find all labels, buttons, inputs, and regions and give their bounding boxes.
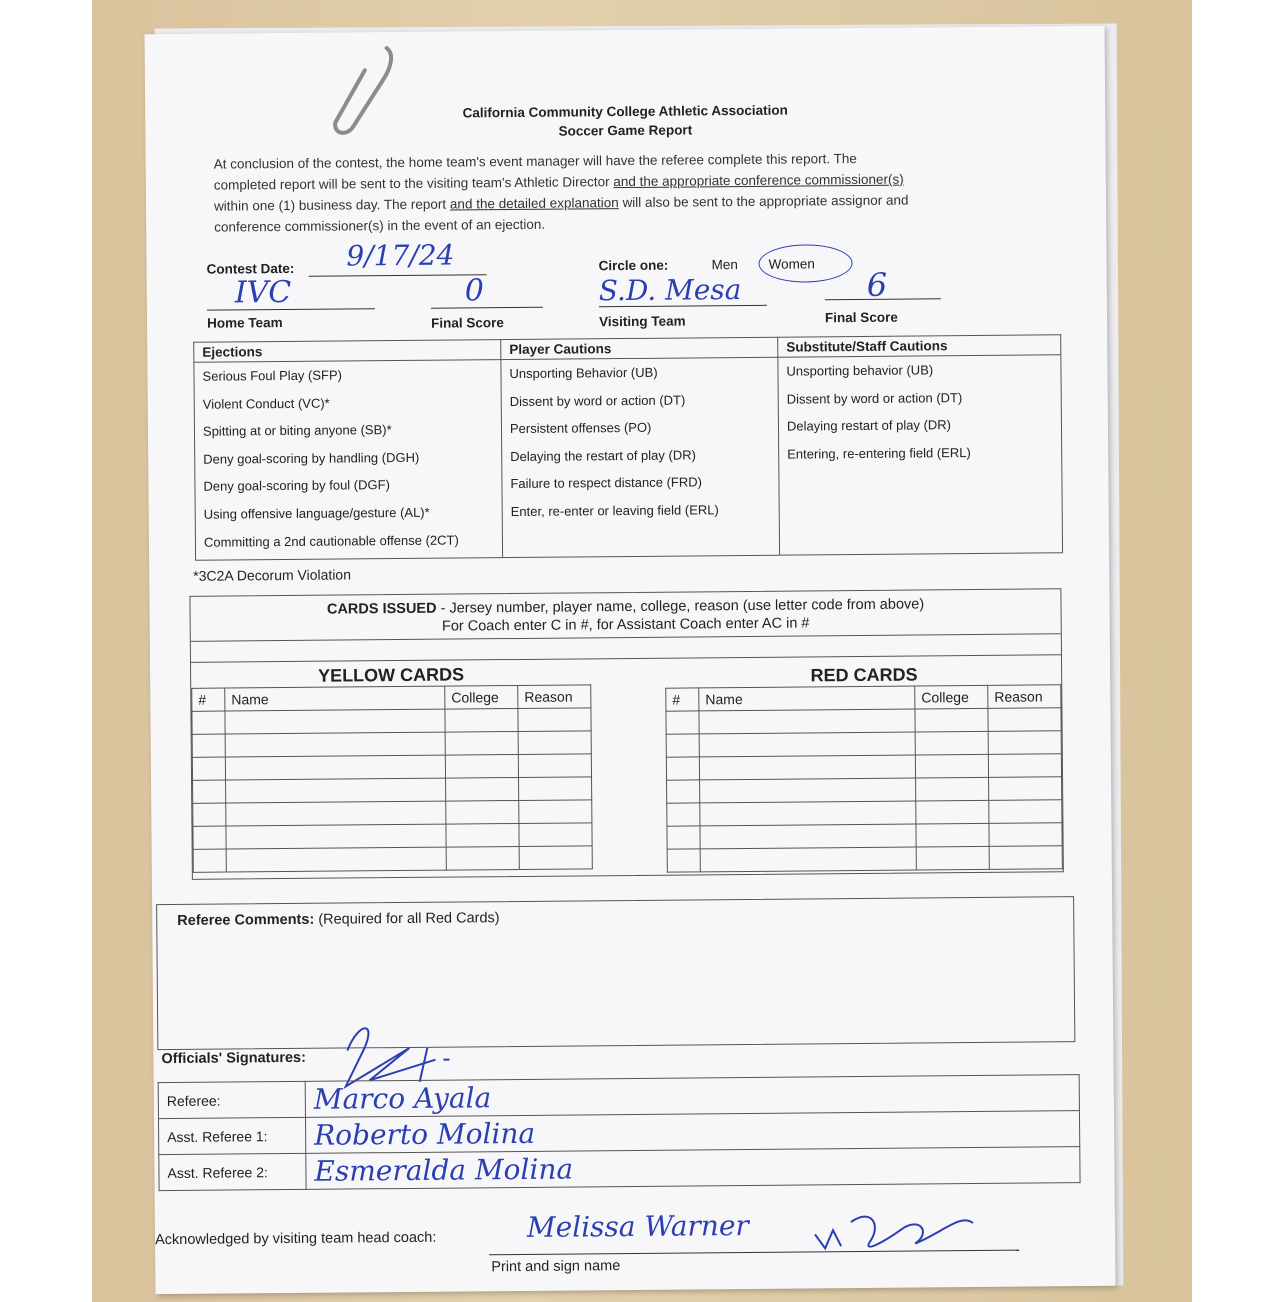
officials-table bbox=[158, 1074, 1081, 1191]
table-row[interactable] bbox=[667, 800, 1062, 826]
staff-caution-code: Dissent by word or action (DT) bbox=[786, 389, 963, 407]
instructions-emphasis-2: and the detailed explanation bbox=[449, 195, 619, 212]
contest-date-value[interactable]: 9/17/24 bbox=[346, 238, 455, 273]
visiting-team-value[interactable]: S.D. Mesa bbox=[598, 273, 742, 308]
official-role: Referee: bbox=[158, 1081, 305, 1118]
red-col-reason: Reason bbox=[988, 685, 1061, 709]
violation-codes-table bbox=[193, 334, 1063, 561]
ejection-code: Spitting at or biting anyone (SB)* bbox=[202, 422, 392, 439]
instructions-line-3-end: will also be sent to the appropriate assignor and bbox=[618, 192, 909, 211]
official-row bbox=[159, 1147, 1080, 1191]
instructions-line-3: within one (1) business day. The report bbox=[213, 196, 450, 214]
player-cautions-header: Player Cautions bbox=[501, 337, 778, 359]
report-title: Soccer Game Report bbox=[558, 122, 693, 139]
ejection-code: Deny goal-scoring by foul (DGF) bbox=[203, 477, 390, 495]
visiting-team-label: Visiting Team bbox=[598, 313, 686, 330]
ejection-code: Deny goal-scoring by handling (DGH) bbox=[203, 449, 420, 467]
home-score-label: Final Score bbox=[430, 315, 504, 331]
table-row[interactable] bbox=[193, 777, 592, 803]
table-row[interactable] bbox=[192, 708, 591, 734]
instructions-line-2: completed report will be sent to the visiting team's Athletic Director bbox=[213, 174, 614, 193]
gender-women[interactable]: Women bbox=[768, 256, 815, 272]
table-row[interactable] bbox=[667, 846, 1062, 872]
yellow-col-number: # bbox=[192, 688, 225, 711]
cards-divider bbox=[191, 633, 1061, 663]
official-role: Asst. Referee 1: bbox=[158, 1117, 305, 1154]
referee-comments-heading: Referee Comments: bbox=[177, 911, 315, 929]
table-row[interactable] bbox=[667, 777, 1062, 803]
referee-comments-box[interactable] bbox=[156, 896, 1075, 1050]
red-col-college: College bbox=[915, 685, 988, 709]
referee-comments-note: (Required for all Red Cards) bbox=[314, 910, 500, 928]
home-score-line bbox=[431, 306, 543, 309]
yellow-col-reason: Reason bbox=[518, 685, 591, 709]
visiting-score-label: Final Score bbox=[824, 309, 898, 326]
red-cards-title: RED CARDS bbox=[810, 664, 918, 686]
official-name[interactable]: Marco Ayala bbox=[305, 1075, 1079, 1118]
table-row[interactable] bbox=[667, 823, 1062, 849]
player-caution-code: Enter, re-enter or leaving field (ERL) bbox=[510, 502, 719, 520]
home-score-value[interactable]: 0 bbox=[464, 273, 485, 309]
yellow-cards-table bbox=[191, 684, 593, 872]
yellow-cards-title: YELLOW CARDS bbox=[318, 664, 465, 686]
coach-name-value[interactable]: Melissa Warner bbox=[526, 1208, 749, 1244]
instructions-line-4: conference commissioner(s) in the event of an ejection. bbox=[214, 216, 546, 235]
player-caution-code: Dissent by word or action (DT) bbox=[509, 392, 686, 409]
red-col-number: # bbox=[666, 688, 699, 711]
home-team-value[interactable]: IVC bbox=[234, 274, 292, 311]
gender-men[interactable]: Men bbox=[711, 257, 738, 273]
cards-issued-heading: CARDS ISSUED bbox=[326, 600, 437, 618]
coach-signature-scribble bbox=[811, 1203, 981, 1254]
visiting-score-value[interactable]: 6 bbox=[866, 265, 888, 304]
red-cards-block bbox=[665, 663, 1065, 872]
print-sign-label: Print and sign name bbox=[491, 1258, 621, 1276]
visiting-team-line bbox=[599, 304, 767, 307]
player-caution-code: Failure to respect distance (FRD) bbox=[510, 474, 702, 492]
home-team-label: Home Team bbox=[206, 315, 283, 331]
decorum-footnote: *3C2A Decorum Violation bbox=[193, 566, 352, 584]
staff-caution-code: Delaying restart of play (DR) bbox=[786, 417, 952, 434]
ejections-header: Ejections bbox=[194, 340, 501, 363]
table-row[interactable] bbox=[193, 823, 592, 849]
official-name[interactable]: Roberto Molina bbox=[305, 1111, 1079, 1154]
officials-signatures-label: Officials' Signatures: bbox=[161, 1049, 306, 1068]
table-row[interactable] bbox=[192, 754, 591, 780]
table-row[interactable] bbox=[666, 708, 1061, 734]
home-team-line bbox=[207, 307, 375, 310]
contest-date-label: Contest Date: bbox=[206, 260, 295, 277]
table-row[interactable] bbox=[192, 731, 591, 757]
player-cautions-list bbox=[501, 357, 780, 557]
red-cards-table bbox=[665, 684, 1063, 872]
staff-cautions-list bbox=[778, 355, 1063, 555]
cards-issued-text: - Jersey number, player name, college, reason (use letter code from above) bbox=[436, 596, 925, 617]
ejection-code: Using offensive language/gesture (AL)* bbox=[203, 504, 430, 522]
red-col-name: Name bbox=[699, 686, 915, 711]
ejection-code: Serious Foul Play (SFP) bbox=[202, 367, 343, 384]
report-sheet bbox=[145, 26, 1116, 1294]
player-caution-code: Delaying the restart of play (DR) bbox=[510, 447, 696, 464]
ejection-code: Committing a 2nd cautionable offense (2CT) bbox=[203, 532, 459, 550]
contest-date-line bbox=[309, 273, 487, 277]
player-caution-code: Persistent offenses (PO) bbox=[509, 419, 652, 437]
ejection-code: Violent Conduct (VC)* bbox=[202, 395, 330, 412]
referee-comments-label bbox=[177, 905, 1053, 929]
yellow-col-name: Name bbox=[225, 686, 445, 711]
yellow-cards-block bbox=[191, 663, 593, 872]
instructions-line-1: At conclusion of the contest, the home team's event manager will have the referee complete this report. The bbox=[213, 151, 857, 172]
cards-issued-section bbox=[189, 588, 1063, 880]
yellow-col-college: College bbox=[445, 685, 518, 709]
staff-caution-code: Unsporting behavior (UB) bbox=[786, 362, 934, 379]
instructions-emphasis-1: and the appropriate conference commissioner(s) bbox=[613, 171, 904, 190]
player-caution-code: Unsporting Behavior (UB) bbox=[509, 364, 658, 382]
table-row[interactable] bbox=[193, 800, 592, 826]
official-role: Asst. Referee 2: bbox=[159, 1153, 306, 1190]
staff-caution-code: Entering, re-entering field (ERL) bbox=[787, 444, 971, 462]
coach-note: For Coach enter C in #, for Assistant Coach enter AC in # bbox=[441, 615, 810, 635]
instructions bbox=[214, 146, 1045, 237]
table-row[interactable] bbox=[666, 754, 1061, 780]
acknowledgement-label: Acknowledged by visiting team head coach: bbox=[154, 1229, 437, 1249]
table-row[interactable] bbox=[193, 846, 592, 872]
ejections-list bbox=[194, 360, 503, 561]
staff-cautions-header: Substitute/Staff Cautions bbox=[778, 335, 1061, 357]
official-name[interactable]: Esmeralda Molina bbox=[306, 1147, 1080, 1190]
circle-one-label: Circle one: bbox=[598, 257, 669, 274]
org-title: California Community College Athletic Association bbox=[462, 102, 788, 121]
table-row[interactable] bbox=[666, 731, 1061, 757]
